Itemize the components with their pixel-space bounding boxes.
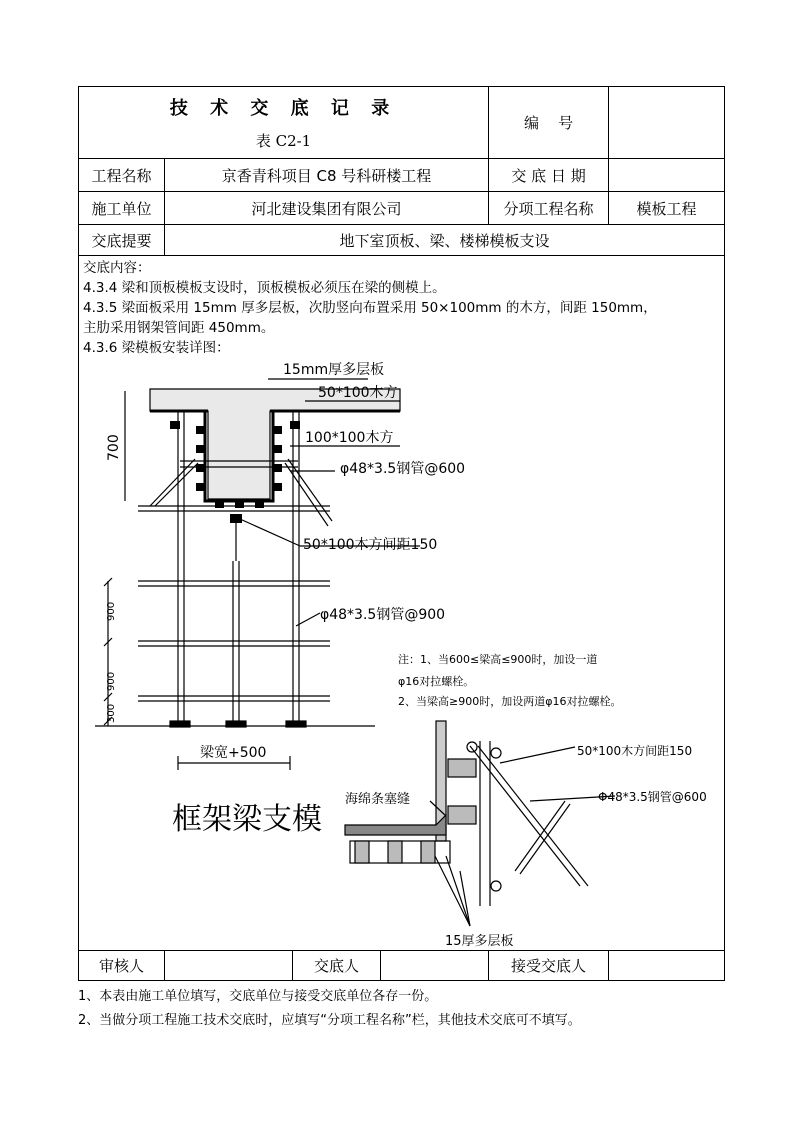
disclosure-form [78, 86, 725, 981]
label-plywood: 15mm厚多层板 [283, 362, 385, 378]
dimension-900: 900 [106, 601, 117, 621]
note-line: φ16对拉螺栓。 [398, 675, 475, 688]
footnotes [78, 985, 581, 1033]
form-title-cell [79, 87, 489, 159]
content-line: 4.3.4 梁和顶板模板支设时，顶板模板必须压在梁的侧模上。 [83, 280, 446, 296]
footnote: 2、当做分项工程施工技术交底时，应填写“分项工程名称”栏，其他技术交底可不填写。 [78, 1013, 581, 1028]
discloser-label: 交底人 [293, 951, 381, 981]
detail-drawing [345, 721, 615, 926]
detail-label-plywood: 15厚多层板 [445, 934, 514, 949]
contractor[interactable]: 河北建设集团有限公司 [165, 192, 489, 225]
project-name-label: 工程名称 [79, 159, 165, 192]
reviewer-signature[interactable] [165, 951, 293, 981]
project-name[interactable]: 京香青科项目 C8 号科研楼工程 [165, 159, 489, 192]
detail-label-timber: 50*100木方间距150 [577, 744, 693, 758]
dimension-700: 700 [106, 434, 122, 461]
detail-label-pipe: Φ48*3.5钢管@600 [598, 790, 707, 804]
form-number: 表 C2-1 [255, 132, 312, 150]
detail-label-sponge: 海绵条塞缝 [345, 792, 411, 807]
content-cell [79, 256, 725, 951]
label-pipe-900: φ48*3.5钢管@900 [320, 607, 446, 623]
note-line: 注：1、当600≤梁高≤900时，加设一道 [398, 653, 598, 666]
subproject[interactable]: 模板工程 [609, 192, 725, 225]
label-timber-50: 50*100木方 [318, 385, 398, 401]
discloser-signature[interactable] [381, 951, 489, 981]
beam-formwork-drawing [79, 256, 723, 949]
date-value[interactable] [609, 159, 725, 192]
date-label: 交 底 日 期 [489, 159, 609, 192]
content-line: 4.3.5 梁面板采用 15mm 厚多层板，次肋竖向布置采用 50×100mm 的木方，间距 150mm， [83, 300, 657, 316]
footnote: 1、本表由施工单位填写，交底单位与接受交底单位各存一份。 [78, 989, 438, 1004]
content-line: 4.3.6 梁模板安装详图： [83, 340, 230, 356]
label-pipe-600: φ48*3.5钢管@600 [340, 461, 466, 477]
subproject-label: 分项工程名称 [489, 192, 609, 225]
dimension-900: 900 [106, 671, 117, 691]
contractor-label: 施工单位 [79, 192, 165, 225]
number-value[interactable] [609, 87, 725, 159]
receiver-signature[interactable] [609, 951, 725, 981]
receiver-label: 接受交底人 [489, 951, 609, 981]
form-title: 技 术 交 底 记 录 [169, 98, 398, 119]
label-timber-spacing: 50*100木方间距150 [303, 537, 438, 553]
summary-label: 交底提要 [79, 225, 165, 256]
dimension-300: 300 [106, 703, 117, 723]
drawing-title: 框架梁支模 [172, 802, 322, 837]
label-width: 梁宽+500 [200, 745, 267, 761]
summary[interactable]: 地下室顶板、梁、楼梯模板支设 [165, 225, 725, 256]
content-line: 主肋采用钢架管间距 450mm。 [83, 320, 275, 336]
note-line: 2、当梁高≥900时，加设两道φ16对拉螺栓。 [398, 695, 622, 708]
reviewer-label: 审核人 [79, 951, 165, 981]
content-heading: 交底内容： [83, 260, 151, 276]
label-timber-100: 100*100木方 [305, 430, 394, 446]
number-label: 编 号 [489, 87, 609, 159]
